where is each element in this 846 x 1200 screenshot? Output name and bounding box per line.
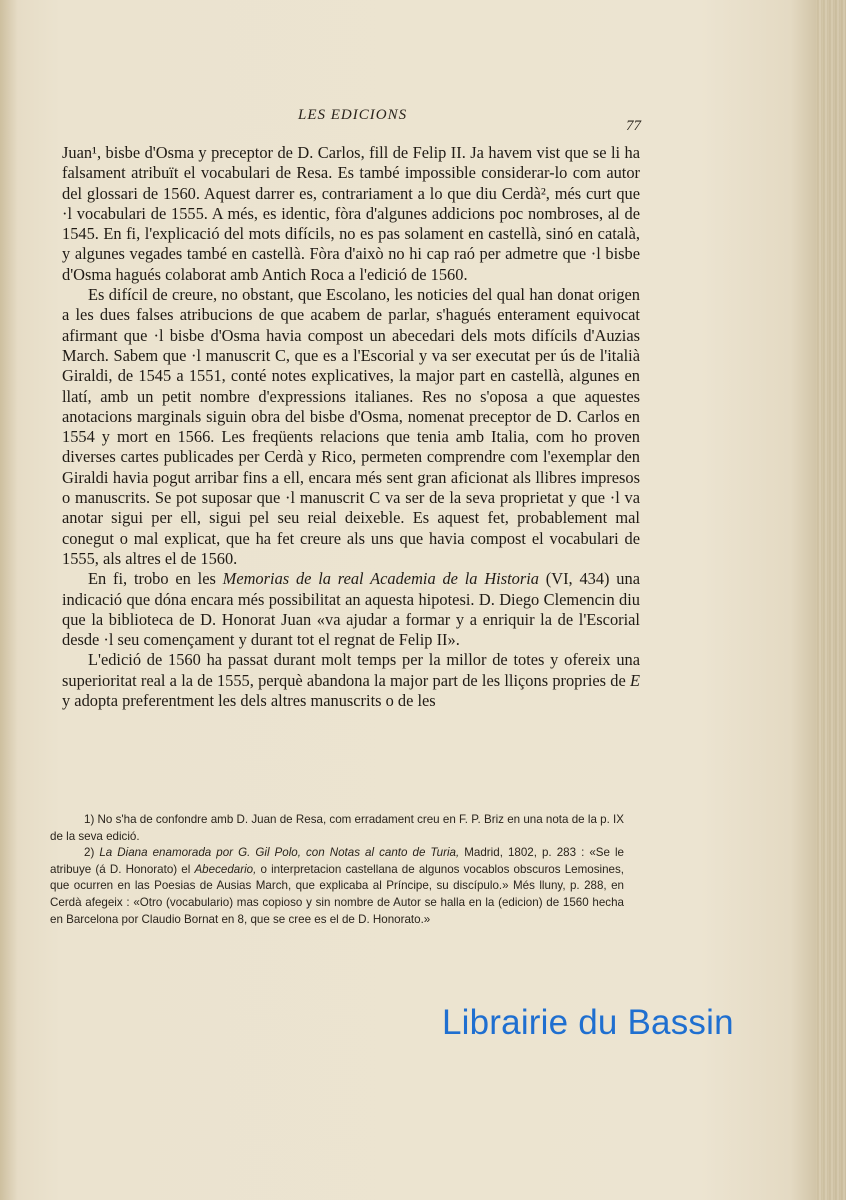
paragraph-4 [62, 650, 640, 711]
paragraph-3-text-b: (VI, 434) una indicació que dóna encara més possibilitat an aquesta hipotesi. D. Diego Clemencin diu que la biblioteca de D. Honorat Juan «va ajudar a formar y a enriquir la de l'Escorial desde ·l seu començament y durant tot el regnat de Felip II». [62, 569, 640, 650]
paragraph-4-siglum: E [629, 670, 640, 690]
footnote-2-text-a: Madrid, 1802, p. 283 : «Se le atribuye (á D. Honorato) el [50, 846, 625, 876]
paragraph-4-text-a: L'edició de 1560 ha passat durant molt temps per la millor de totes y ofereix una superioritat real a la de 1555, perquè abandona la major part de les lliçons propries de [62, 650, 640, 690]
page-edge [816, 0, 846, 1200]
paragraph-2: Es difícil de creure, no obstant, que Escolano, les noticies del qual han donat origen a les dues falses atribucions de que acabem de parlar, s'hagués enterament equivocat afirmant que ·l bisbe d'Osma havia compost un abecedari dels mots difícils d'Auzias March. Sabem que ·l manuscrit C, que es a l'Escorial y va ser executat per ús de l'italià Giraldi, de 1545 a 1551, conté notes explicatives, la major part en castellà, algunes en llatí, amb un petit nombre d'expressions italianes. Res no s'oposa a que aquestes anotacions marginals siguin obra del bisbe d'Osma, nomenat preceptor de D. Carlos en 1554 y mort en 1566. Les freqüents relacions que tenia amb Italia, com ho proven diverses cartes publicades per Cerdà y Rico, permeten comprendre com l'exemplar den Giraldi havia pogut arribar fins a ell, encara més sent gran aficionat als llibres impresos o manuscrits. Se pot suposar que ·l manuscrit C va ser de la seva proprietat y que ·l va anotar sigui per ell, sigui pel seu reial deixeble. Es aquest fet, probablement mal conegut o mal explicat, que ha fet creure als uns que havia compost el vocabulari de 1555, als altres el de 1560. [62, 285, 640, 568]
paragraph-3 [62, 569, 640, 650]
paragraph-1: Juan¹, bisbe d'Osma y preceptor de D. Carlos, fill de Felip II. Ja havem vist que se li ha falsament atribuït el vocabulari de Resa. Es també impossible considerar-lo com autor del glossari de 1560. Aquest darrer es, contrariament a lo que diu Cerdà², més curt que ·l vocabulari de 1555. A més, es identic, fòra d'algunes addicions poc nombroses, al de 1545. En fi, l'explicació del mots difícils, no es pas solament en castellà, sinó en català, y algunes vegades també en castellà. Fòra d'això no hi cap raó per admetre que ·l bisbe d'Osma hagués colaborat amb Antich Roca a l'edició de 1560. [62, 143, 640, 284]
paragraph-3-text-a: En fi, trobo en les [88, 569, 223, 589]
footnote-2-title-2: Abecedario, [194, 862, 257, 876]
paragraph-3-title: Memorias de la real Academia de la Historia [222, 569, 539, 589]
running-title: LES EDICIONS [298, 107, 408, 123]
footnote-2-title: La Diana enamorada por G. Gil Polo, con Notas al canto de Turia, [99, 846, 460, 860]
footnotes [50, 812, 624, 928]
paragraph-4-text-b: y adopta preferentment les dels altres manuscrits o de les [62, 691, 436, 711]
footnote-1: 1) No s'ha de confondre amb D. Juan de Resa, com erradament creu en F. P. Briz en una nota de la p. IX de la seva edició. [50, 813, 624, 843]
page-number: 77 [626, 118, 641, 134]
watermark-text: Librairie du Bassin [442, 1003, 734, 1042]
body-text [62, 143, 640, 711]
footnote-2 [50, 845, 624, 928]
footnote-2-text-b: o interpretacion castellana de algunos vocablos obscuros Lemosines, que ocurren en las Poesias de Ausias March, que explicaba al Príncipe, su discípulo.» Més lluny, p. 288, en Cerdà afegeix : «Otro (vocabulario) mas copioso y sin nombre de Autor se halla en la (edicion) de 1560 hecha en Barcelona por Claudio Bornat en 8, que se cree es el de D. Honorato.» [50, 862, 624, 926]
footnote-2-number: 2) [84, 846, 100, 860]
